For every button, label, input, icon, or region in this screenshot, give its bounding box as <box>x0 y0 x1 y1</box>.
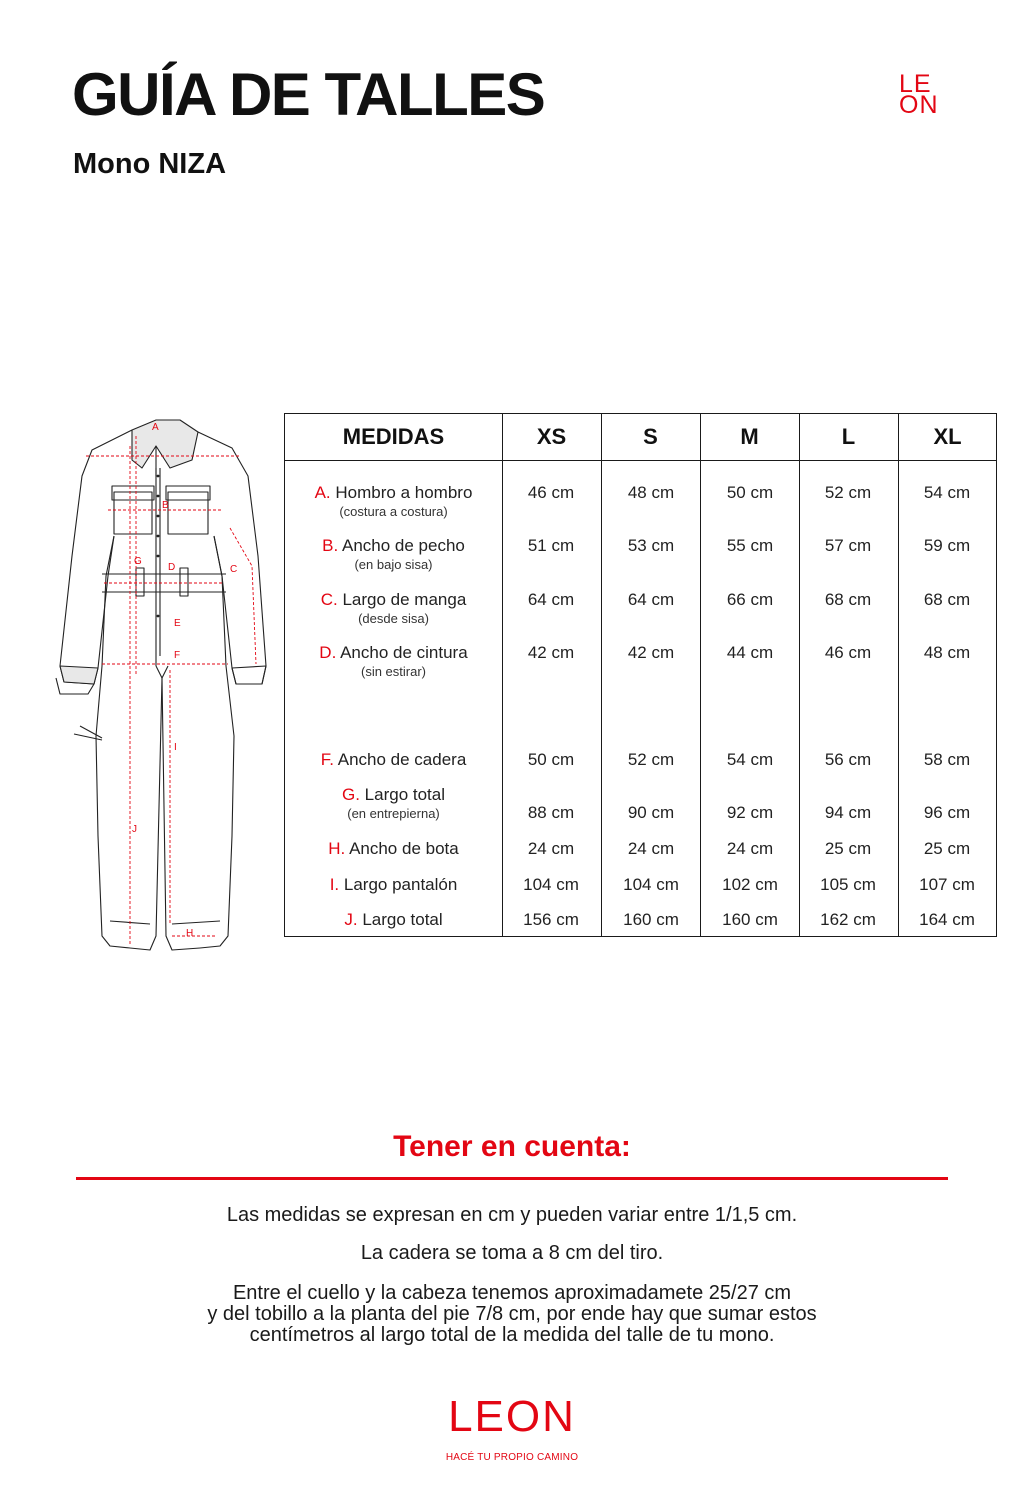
table-cell: 53 cm <box>627 536 675 555</box>
column-header: MEDIDAS <box>342 424 445 449</box>
row-letter: C. <box>320 590 338 609</box>
table-cell: 96 cm <box>923 803 971 822</box>
note-line: centímetros al largo total de la medida del talle de tu mono. <box>249 1324 775 1346</box>
table-cell: 105 cm <box>820 875 876 894</box>
table-cell: 48 cm <box>627 483 675 502</box>
notes-title: Tener en cuenta: <box>393 1130 631 1163</box>
table-cell: 107 cm <box>919 875 975 894</box>
table-cell: 92 cm <box>726 803 774 822</box>
row-label <box>285 643 502 663</box>
column-header: L <box>841 424 856 449</box>
table-cell: 55 cm <box>726 536 774 555</box>
table-cell: 164 cm <box>919 910 975 929</box>
row-name: Largo total <box>364 785 446 804</box>
table-cell: 88 cm <box>527 803 575 822</box>
table-cell: 160 cm <box>623 910 679 929</box>
diagram-label-j: J <box>132 824 137 835</box>
table-cell: 160 cm <box>722 910 778 929</box>
row-label <box>285 910 502 930</box>
row-letter: I. <box>329 875 340 894</box>
column-header: XL <box>933 424 962 449</box>
row-note: (en bajo sisa) <box>354 557 433 572</box>
notes-divider <box>76 1177 948 1180</box>
table-cell: 54 cm <box>923 483 971 502</box>
table-cell: 46 cm <box>824 643 872 662</box>
table-cell: 44 cm <box>726 643 774 662</box>
row-label <box>285 483 502 503</box>
footer-logo: LEON <box>448 1392 576 1441</box>
table-cell: 24 cm <box>527 839 575 858</box>
table-cell: 25 cm <box>923 839 971 858</box>
table-cell: 94 cm <box>824 803 872 822</box>
table-cell: 102 cm <box>722 875 778 894</box>
table-cell: 52 cm <box>627 750 675 769</box>
row-label <box>285 750 502 770</box>
note-line: Las medidas se expresan en cm y pueden variar entre 1/1,5 cm. <box>226 1204 798 1226</box>
diagram-label-i: I <box>174 742 177 753</box>
diagram-label-a: A <box>152 422 159 433</box>
row-note: (sin estirar) <box>360 664 426 679</box>
row-letter: A. <box>314 483 331 502</box>
row-label <box>285 590 502 610</box>
logo-line-2: ON <box>899 91 939 119</box>
row-label <box>285 839 502 859</box>
row-label <box>285 536 502 556</box>
row-name: Largo total <box>362 910 443 929</box>
row-letter: G. <box>341 785 360 804</box>
table-cell: 104 cm <box>523 875 579 894</box>
table-cell: 56 cm <box>824 750 872 769</box>
row-letter: J. <box>344 910 358 929</box>
table-cell: 104 cm <box>623 875 679 894</box>
row-note: (desde sisa) <box>358 611 429 626</box>
footer-tagline: HACÉ TU PROPIO CAMINO <box>445 1452 579 1463</box>
table-cell: 66 cm <box>726 590 774 609</box>
jumpsuit-diagram-icon <box>52 416 274 961</box>
table-cell: 64 cm <box>627 590 675 609</box>
table-cell: 58 cm <box>923 750 971 769</box>
row-name: Ancho de cadera <box>337 750 467 769</box>
table-cell: 24 cm <box>726 839 774 858</box>
table-cell: 156 cm <box>523 910 579 929</box>
table-cell: 68 cm <box>923 590 971 609</box>
row-name: Ancho de cintura <box>340 643 468 662</box>
row-letter: H. <box>328 839 346 858</box>
note-line: Entre el cuello y la cabeza tenemos aproximadamete 25/27 cm <box>232 1282 792 1304</box>
table-cell: 57 cm <box>824 536 872 555</box>
diagram-label-h: H <box>186 928 194 939</box>
table-cell: 25 cm <box>824 839 872 858</box>
row-letter: B. <box>322 536 339 555</box>
table-cell: 48 cm <box>923 643 971 662</box>
diagram-label-e: E <box>174 618 181 629</box>
row-label <box>285 875 502 895</box>
diagram-label-b: B <box>162 500 169 511</box>
row-note: (costura a costura) <box>339 504 448 519</box>
table-cell: 46 cm <box>527 483 575 502</box>
row-label <box>285 785 502 805</box>
note-line: y del tobillo a la planta del pie 7/8 cm, por ende hay que sumar estos <box>207 1303 817 1325</box>
diagram-label-g: G <box>134 556 142 567</box>
table-cell: 64 cm <box>527 590 575 609</box>
diagram-label-c: C <box>230 564 238 575</box>
table-cell: 42 cm <box>527 643 575 662</box>
diagram-label-f: F <box>174 650 181 661</box>
row-note: (en entrepierna) <box>347 806 440 821</box>
table-cell: 162 cm <box>820 910 876 929</box>
row-letter: F. <box>320 750 334 769</box>
table-cell: 90 cm <box>627 803 675 822</box>
row-name: Ancho de bota <box>349 839 459 858</box>
table-cell: 50 cm <box>726 483 774 502</box>
row-name: Ancho de pecho <box>341 536 465 555</box>
table-cell: 51 cm <box>527 536 575 555</box>
table-cell: 52 cm <box>824 483 872 502</box>
column-header: XS <box>536 424 567 449</box>
brand-logo <box>899 70 951 119</box>
page-title: GUÍA DE TALLES <box>72 61 545 128</box>
diagram-label-d: D <box>168 562 176 573</box>
table-cell: 24 cm <box>627 839 675 858</box>
table-cell: 68 cm <box>824 590 872 609</box>
row-name: Largo de manga <box>342 590 467 609</box>
table-header <box>285 414 996 461</box>
row-name: Largo pantalón <box>343 875 458 894</box>
product-name: Mono NIZA <box>73 148 227 180</box>
note-line: La cadera se toma a 8 cm del tiro. <box>360 1242 664 1264</box>
table-cell: 54 cm <box>726 750 774 769</box>
table-cell: 42 cm <box>627 643 675 662</box>
logo-line-1: LE <box>899 70 932 98</box>
size-table <box>284 413 997 937</box>
column-header: S <box>643 424 658 449</box>
table-cell: 59 cm <box>923 536 971 555</box>
table-cell: 50 cm <box>527 750 575 769</box>
row-letter: D. <box>319 643 337 662</box>
row-name: Hombro a hombro <box>335 483 473 502</box>
column-header: M <box>740 424 759 449</box>
